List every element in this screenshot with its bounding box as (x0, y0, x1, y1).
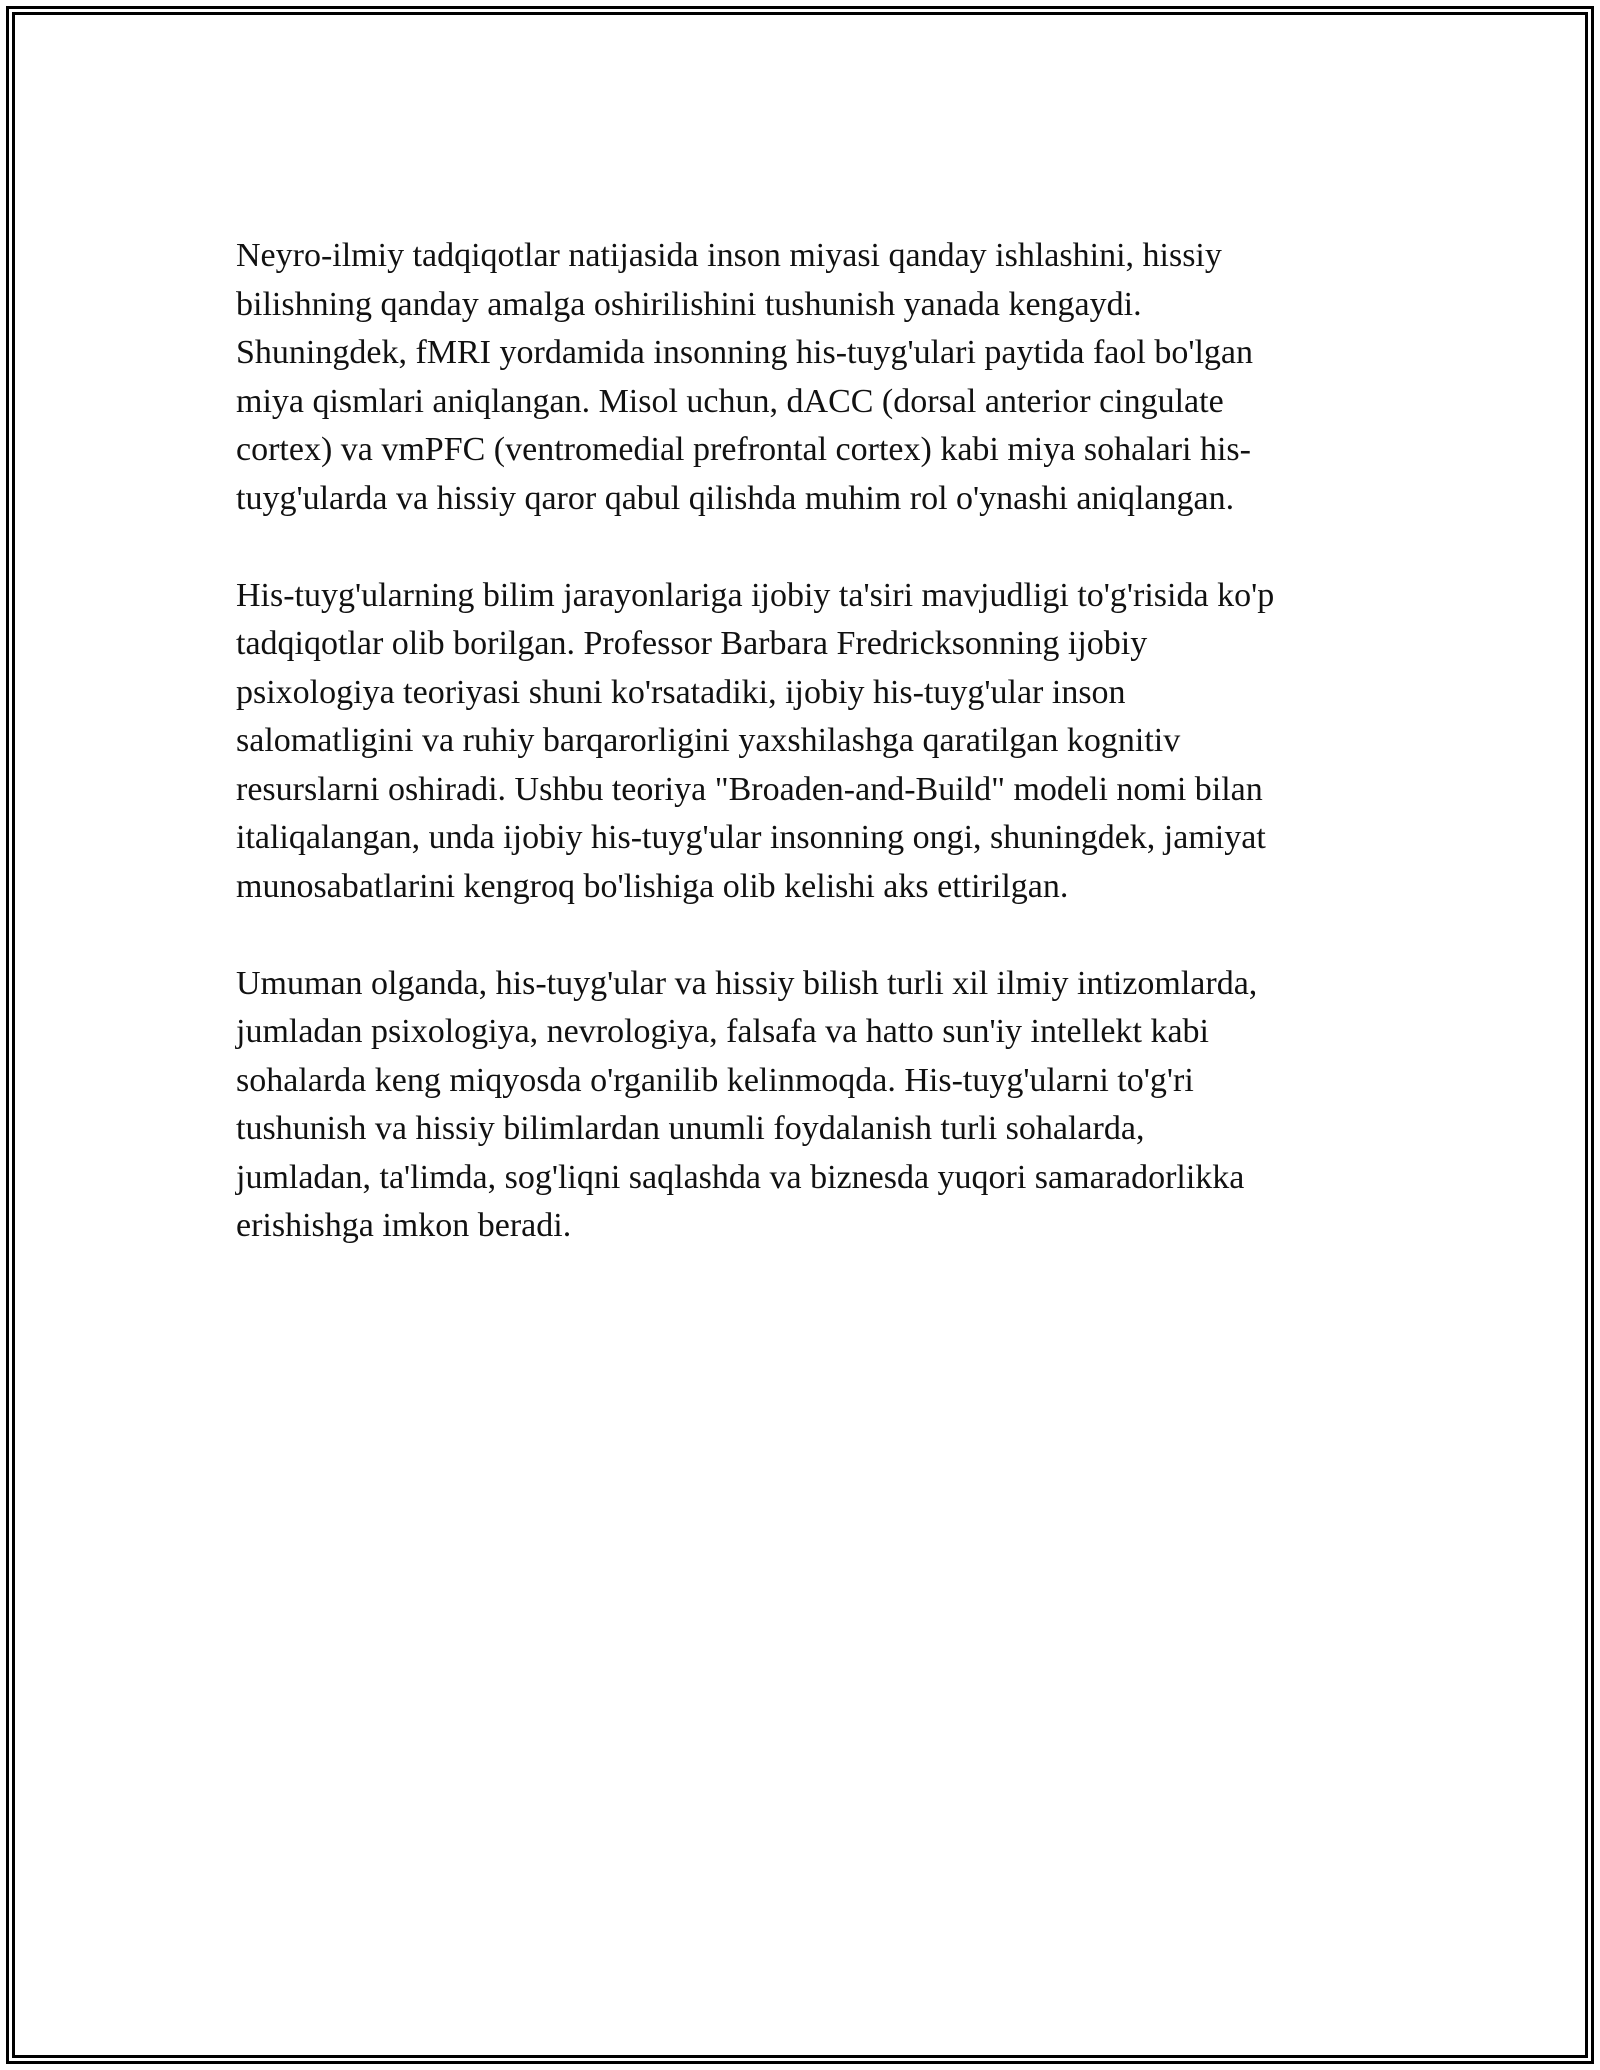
text-line: salomatligini va ruhiy barqarorligini yaxshilashga qaratilgan kognitiv (236, 722, 1181, 759)
text-line: italiqalangan, unda ijobiy his-tuyg'ular insonning ongi, shuningdek, jamiyat (236, 819, 1266, 856)
text-line: jumladan psixologiya, nevrologiya, falsafa va hatto sun'iy intellekt kabi (236, 1013, 1210, 1050)
text-line: Neyro-ilmiy tadqiqotlar natijasida inson miyasi qanday ishlashini, hissiy (236, 237, 1222, 274)
paragraph-neuroscience (236, 232, 1366, 523)
text-line: Shuningdek, fMRI yordamida insonning his-tuyg'ulari paytida faol bo'lgan (236, 334, 1253, 371)
text-line: jumladan, ta'limda, sog'liqni saqlashda va biznesda yuqori samaradorlikka (236, 1158, 1245, 1196)
text-line: erishishga imkon beradi. (236, 1207, 572, 1244)
document-body (236, 232, 1366, 1299)
text-line: tuyg'ularda va hissiy qaror qabul qilishda muhim rol o'ynashi aniqlangan. (236, 479, 1235, 517)
text-line: munosabatlarini kengroq bo'lishiga olib kelishi aks ettirilgan. (236, 867, 1069, 905)
paragraph-conclusion (236, 960, 1366, 1251)
text-line: sohalarda keng miqyosda o'rganilib kelinmoqda. His-tuyg'ularni to'g'ri (236, 1061, 1194, 1099)
text-line: bilishning qanday amalga oshirilishini tushunish yanada kengaydi. (236, 285, 1142, 323)
text-line: psixologiya teoriyasi shuni ko'rsatadiki, ijobiy his-tuyg'ular inson (236, 673, 1126, 711)
text-line: resurslarni oshiradi. Ushbu teoriya "Broaden-and-Build" modeli nomi bilan (236, 770, 1263, 808)
paragraph-broaden-and-build (236, 572, 1366, 912)
text-line: cortex) va vmPFC (ventromedial prefrontal cortex) kabi miya sohalari his- (236, 431, 1251, 468)
text-line: miya qismlari aniqlangan. Misol uchun, dACC (dorsal anterior cingulate (236, 382, 1224, 420)
text-line: Umuman olganda, his-tuyg'ular va hissiy bilish turli xil ilmiy intizomlarda, (236, 964, 1258, 1002)
text-line: tadqiqotlar olib borilgan. Professor Barbara Fredricksonning ijobiy (236, 625, 1148, 662)
text-line: His-tuyg'ularning bilim jarayonlariga ijobiy ta'siri mavjudligi to'g'risida ko'p (236, 576, 1275, 614)
text-line: tushunish va hissiy bilimlardan unumli foydalanish turli sohalarda, (236, 1110, 1145, 1147)
